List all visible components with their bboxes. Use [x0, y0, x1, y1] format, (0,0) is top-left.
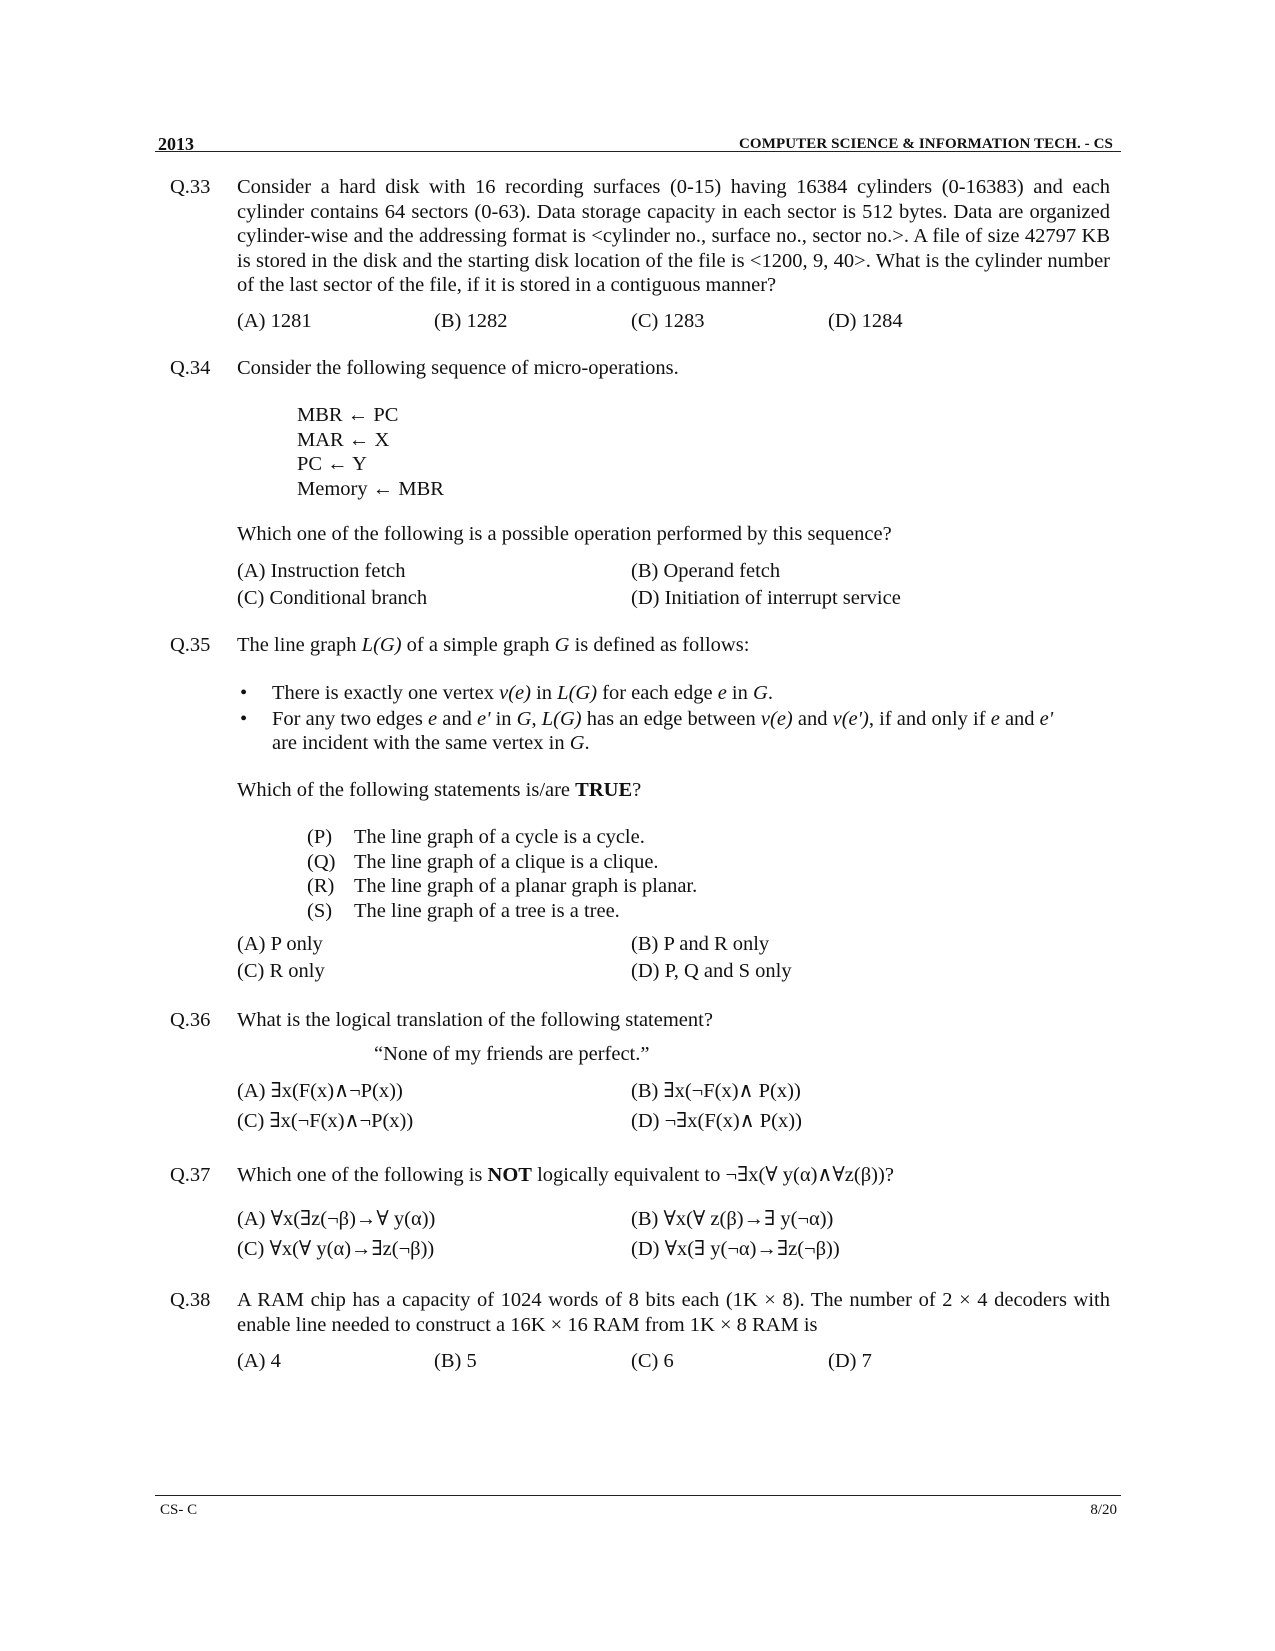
option-a[interactable]: (A) ∀x(∃z(¬β)→∀ y(α)): [237, 1208, 436, 1230]
micro-op: MAR ← X: [297, 428, 390, 451]
option-d[interactable]: (D) P, Q and S only: [631, 960, 792, 982]
option-c[interactable]: (C) Conditional branch: [237, 587, 428, 609]
list-item: • There is exactly one vertex v(e) in L(G) for each edge e in G.: [240, 682, 773, 704]
bullet-icon: •: [240, 682, 248, 704]
option-a[interactable]: (A) ∃x(F(x)∧¬P(x)): [237, 1080, 403, 1102]
question-text: A RAM chip has a capacity of 1024 words of 8 bits each (1K × 8). The number of 2 × 4 decoders with enable line needed to construct a 16K × 16 RAM from 1K × 8 RAM is: [237, 1289, 1110, 1336]
micro-op: MBR ← PC: [297, 404, 399, 426]
option-b[interactable]: (B) Operand fetch: [631, 560, 781, 582]
option-c[interactable]: (C) ∃x(¬F(x)∧¬P(x)): [237, 1110, 414, 1132]
options: [237, 1079, 1077, 1136]
micro-op: Memory ← MBR: [297, 477, 444, 500]
option-b[interactable]: (B) ∀x(∀ z(β)→∃ y(¬α)): [631, 1208, 834, 1230]
option-d[interactable]: (D) 7: [828, 1350, 872, 1372]
statement: (R) The line graph of a planar graph is planar.: [307, 875, 698, 897]
question-number: Q.33: [170, 176, 211, 198]
question-prompt: Which one of the following is a possible operation performed by this sequence?: [237, 523, 892, 545]
bullet-icon: •: [240, 707, 248, 730]
statement: (Q) The line graph of a clique is a clique.: [307, 850, 659, 873]
question-number: Q.37: [170, 1164, 211, 1186]
statements: [307, 825, 697, 923]
option-b[interactable]: (B) ∃x(¬F(x)∧ P(x)): [631, 1080, 801, 1102]
statement: (S) The line graph of a tree is a tree.: [307, 899, 620, 922]
header-rule: [155, 151, 1121, 152]
option-b[interactable]: (B) P and R only: [631, 933, 770, 955]
option-d[interactable]: (D) ∀x(∃ y(¬α)→∃z(¬β)): [631, 1238, 840, 1260]
micro-operations: [297, 403, 444, 501]
option-c[interactable]: (C) 6: [631, 1350, 674, 1372]
page-number: 8/20: [1090, 1502, 1117, 1518]
micro-op: PC ← Y: [297, 453, 367, 475]
quoted-statement: “None of my friends are perfect.”: [374, 1043, 650, 1065]
question-number: Q.36: [170, 1009, 211, 1031]
question-text: Consider a hard disk with 16 recording surfaces (0-15) having 16384 cylinders (0-16383) and each cylinder contains 64 sectors (0-63). Data storage capacity in each sector is 512 bytes. Data are organized cylinder-wise and the addressing format is <cylinder no., surface no., sector no.>. A file of size 42797 KB is stored in the disk and the starting disk location of the file is <1200, 9, 40>. What is the cylinder number of the last sector of the file, if it is stored in a contiguous manner?: [237, 176, 1110, 296]
question-text: Consider the following sequence of micro-operations.: [237, 357, 679, 379]
header-year: 2013: [158, 134, 194, 154]
option-c[interactable]: (C) 1283: [631, 310, 705, 332]
option-a[interactable]: (A) Instruction fetch: [237, 560, 406, 582]
option-b[interactable]: (B) 5: [434, 1350, 477, 1372]
option-b[interactable]: (B) 1282: [434, 310, 508, 332]
question-text: The line graph L(G) of a simple graph G is defined as follows:: [237, 634, 750, 656]
option-a[interactable]: (A) 1281: [237, 310, 312, 332]
question-text: What is the logical translation of the following statement?: [237, 1009, 713, 1031]
option-c[interactable]: (C) R only: [237, 960, 325, 982]
question-prompt: Which of the following statements is/are TRUE?: [237, 779, 642, 801]
header-title: COMPUTER SCIENCE & INFORMATION TECH. - CS: [739, 136, 1113, 152]
question-text: Which one of the following is NOT logically equivalent to ¬∃x(∀ y(α)∧∀z(β))?: [237, 1164, 894, 1186]
options: [237, 559, 1077, 613]
list-item: • For any two edges e and e' in G, L(G) has an edge between v(e) and v(e'), if and only if e and e' are incident with the same vertex in G.: [240, 707, 1054, 754]
option-d[interactable]: (D) ¬∃x(F(x)∧ P(x)): [631, 1110, 802, 1132]
logic-expression: ¬∃x(∀ y(α)∧∀z(β)): [725, 1164, 885, 1186]
option-a[interactable]: (A) P only: [237, 933, 323, 955]
option-c[interactable]: (C) ∀x(∀ y(α)→∃z(¬β)): [237, 1238, 435, 1260]
footer-rule: [155, 1495, 1121, 1496]
footer-code: CS- C: [160, 1502, 198, 1518]
question-number: Q.35: [170, 634, 211, 656]
option-d[interactable]: (D) Initiation of interrupt service: [631, 587, 901, 609]
option-a[interactable]: (A) 4: [237, 1350, 281, 1372]
options: [237, 1207, 1077, 1264]
definition-list: [237, 681, 1110, 756]
statement: (P) The line graph of a cycle is a cycle.: [307, 826, 645, 848]
options: [237, 932, 1077, 986]
question-number: Q.34: [170, 357, 211, 379]
question-number: Q.38: [170, 1289, 211, 1311]
option-d[interactable]: (D) 1284: [828, 310, 903, 332]
